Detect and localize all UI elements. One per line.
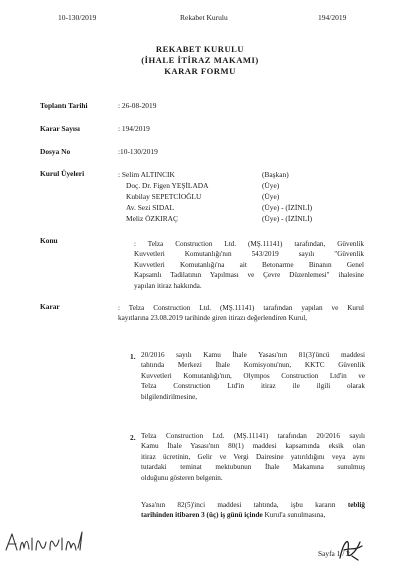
member-role: (Üye) - (İZİNLİ) (262, 214, 313, 223)
karar-item-number: 1. (130, 352, 136, 361)
karar-item-line: tahtında Merkezi İhale Komisyonu'nun, KKTC Güvenlik (141, 361, 365, 370)
title-karar-formu: KARAR FORMU (164, 66, 236, 76)
title-ihale-itiraz-makami: (İHALE İTİRAZ MAKAMI) (141, 55, 259, 65)
karar-line: kayıtlarına 23.08.2019 tarihinde giren itirazı değerlendiren Kurul, (118, 314, 308, 323)
konu-label: Konu (40, 236, 58, 245)
konu-text (134, 239, 364, 291)
karar-item-line: tutardaki teminat mektubunun İhale Makamına sunulmuş (141, 463, 365, 472)
handwritten-note-mark (4, 528, 84, 556)
header-left-ref: 10-130/2019 (58, 13, 97, 22)
karar-item-line: olduğunu gösteren belgenin. (141, 473, 223, 482)
karar-sayisi-label: Karar Sayısı (40, 124, 80, 133)
karar-item-line: Telza Construction Ltd'in itiraz ile ilgili olarak (141, 382, 365, 391)
kurul-uyeleri-label: Kurul Üyeleri (40, 169, 85, 178)
member-name: Av. Sezi SIDAL (126, 203, 175, 212)
karar-intro (118, 303, 364, 324)
member-role: (Üye) - (İZİNLİ) (262, 203, 313, 212)
konu-line: yapılan itiraz hakkında. (134, 281, 202, 290)
page-number: Sayfa 1 / 2 (318, 549, 350, 558)
member-name: Meliz ÖZKIRAÇ (126, 214, 178, 223)
closing-text: Yasa'nın 82(5)'inci maddesi tahtında, işbu kararın (141, 501, 348, 509)
toplanti-tarihi-value: : 26-08-2019 (118, 101, 157, 110)
konu-line: Kuvvetleri Komutanlığı'na ait Betonarme Binanın Genel (134, 260, 364, 269)
konu-line: Kuvvetleri Komutanlığı'nın 543/2019 sayılı "Güvenlik (134, 250, 364, 259)
karar-item-line: Kamu İhale Yasası'nın 80(1) maddesi kapsamında eksik olan (141, 442, 365, 451)
toplanti-tarihi-label: Toplantı Tarihi (40, 101, 88, 110)
dosya-no-label: Dosya No (40, 147, 71, 156)
karar-closing (141, 500, 365, 521)
karar-item-line: bilgilendirilmesine, (141, 392, 198, 401)
karar-item-line: itiraz ücretinin, Gelir ve Vergi Dairesine yatırıldığını veya aynı (141, 452, 365, 461)
header-center-title: Rekabet Kurulu (180, 13, 228, 22)
closing-line-1 (141, 500, 365, 510)
karar-item (141, 431, 365, 483)
member-name: Doç. Dr. Figen YEŞİLADA (126, 181, 209, 190)
karar-item-number: 2. (130, 433, 136, 442)
closing-bold-text: tebliğ (347, 501, 365, 509)
konu-line: : Telza Construction Ltd. (MŞ.11141) tarafından, Güvenlik (134, 240, 364, 248)
karar-label: Karar (40, 302, 60, 311)
header-right-ref: 194/2019 (318, 13, 347, 22)
member-role: (Üye) (262, 192, 280, 201)
karar-item-line: Kuvvetleri Komutanlığı'nın, Olympos Construction Ltd'in ve (141, 371, 365, 380)
konu-line: Kapsamlı Tadilatının Yapılması ve Çevre Düzenlemesi" ihalesine (134, 271, 364, 280)
karar-item-line: Telza Construction Ltd. (MŞ.11141) tarafından 20/2016 sayılı (141, 432, 365, 440)
member-name: : Selim ALTINCIK (118, 170, 175, 179)
closing-line-2 (141, 510, 365, 520)
closing-bold-text: tarihinden itibaren 3 (üç) iş günü içinde (141, 511, 263, 520)
closing-text: Kurul'a sunulmasına, (262, 511, 326, 520)
member-role: (Başkan) (262, 170, 289, 179)
dosya-no-value: :10-130/2019 (118, 147, 158, 156)
member-name: Kubilay SEPETCİOĞLU (126, 192, 202, 201)
karar-item (141, 350, 365, 402)
karar-line: : Telza Construction Ltd. (MŞ.11141) tarafından yapılan ve Kurul (118, 304, 364, 312)
member-role: (Üye) (262, 181, 280, 190)
karar-sayisi-value: : 194/2019 (118, 124, 150, 133)
karar-item-line: 20/2016 sayılı Kamu İhale Yasası'nın 81(3)'üncü maddesi (141, 351, 365, 359)
signature-icon (334, 532, 366, 564)
title-rekabet-kurulu: REKABET KURULU (155, 44, 245, 54)
